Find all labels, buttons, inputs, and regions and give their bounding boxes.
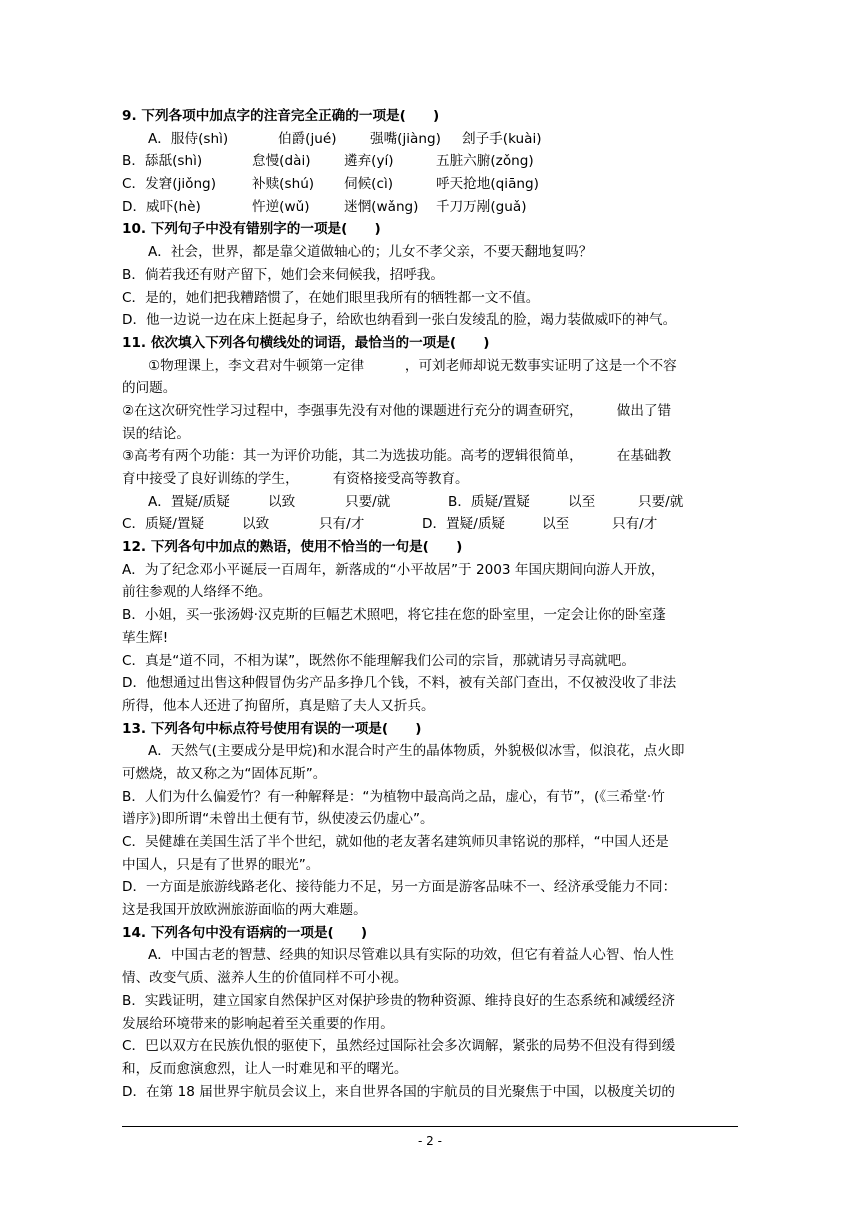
text-line: A．天然气(主要成分是甲烷)和水混合时产生的晶体物质，外貌极似冰雪，似浪花，点火即 <box>148 743 685 760</box>
page-number: - 2 - <box>418 1134 442 1148</box>
option-item: 以至 <box>568 493 596 510</box>
option-item: 以至 <box>542 516 570 533</box>
text-line: D．他想通过出售这种假冒伪劣产品多挣几个钱，不料，被有关部门查出，不仅被没收了非法 <box>122 675 677 692</box>
option-item: 五脏六腑(zǒng) <box>436 153 534 170</box>
text-line: C．真是“道不同，不相为谋”，既然你不能理解我们公司的宗旨，那就请另寻高就吧。 <box>122 652 635 669</box>
text-line: 谱序》)即所谓“未曾出土便有节，纵使凌云仍虚心”。 <box>122 811 434 828</box>
option-item: 强嘴(jiàng) <box>370 130 441 147</box>
footer-rule <box>122 1126 738 1127</box>
option-item: 只要/就 <box>345 493 391 510</box>
text-line: 的问题。 <box>122 380 177 397</box>
text-line: B．小姐，买一张汤姆·汉克斯的巨幅艺术照吧，将它挂在您的卧室里，一定会让你的卧室蓬 <box>122 607 666 624</box>
text-line: B．实践证明，建立国家自然保护区对保护珍贵的物种资源、维持良好的生态系统和减缓经济 <box>122 992 676 1009</box>
text-line: 育中接受了良好训练的学生， 有资格接受高等教育。 <box>122 471 469 487</box>
text-line: 这是我国开放欧洲旅游面临的两大难题。 <box>122 902 367 919</box>
text-line: C．吴健雄在美国生活了半个世纪，就如他的老友著名建筑师贝聿铭说的那样，“中国人还是 <box>122 834 669 850</box>
option-item: 忤逆(wǔ) <box>252 198 310 215</box>
option-item: 只要/就 <box>638 493 684 510</box>
question-stem: 12. 下列各句中加点的熟语，使用不恰当的一句是( ) <box>122 539 463 556</box>
option-item: A．服侍(shì) <box>148 130 229 147</box>
text-line: ①物理课上，李文君对牛顿第一定律 ，可刘老师却说无数事实证明了这是一个不容 <box>148 357 677 374</box>
question-stem: 9. 下列各项中加点字的注音完全正确的一项是( ) <box>122 108 440 124</box>
option-item: 只有/才 <box>319 516 365 533</box>
option-item: 呼天抢地(qiāng) <box>436 176 539 193</box>
text-line: ③高考有两个功能：其一为评价功能，其二为选拔功能。高考的逻辑很简单， 在基础教 <box>122 448 672 465</box>
text-line: D．在第 18 届世界宇航员会议上，来自世界各国的宇航员的目光聚焦于中国，以极度关切的 <box>122 1083 675 1100</box>
text-line: ②在这次研究性学习过程中，李强事先没有对他的课题进行充分的调查研究， 做出了错 <box>122 402 672 419</box>
text-line: B．倘若我还有财产留下，她们会来伺候我，招呼我。 <box>122 266 444 283</box>
option-item: 以致 <box>242 516 270 533</box>
option-item: C．发窘(jiǒng) <box>122 176 216 193</box>
text-line: A．社会，世界，都是靠父道做轴心的；儿女不孝父亲，不要天翻地复吗？ <box>148 244 593 261</box>
text-line: 前往参观的人络绎不绝。 <box>122 584 272 601</box>
text-line <box>122 128 742 151</box>
option-item: B．质疑/置疑 <box>448 493 530 510</box>
option-item: 遴弃(yí) <box>344 153 394 170</box>
text-line: 中国人，只是有了世界的眼光”。 <box>122 856 320 873</box>
text-line: A．为了纪念邓小平诞辰一百周年，新落成的“小平故居”于 2003 年国庆期间向游人开放， <box>122 561 665 578</box>
option-item: 补赎(shú) <box>252 176 315 193</box>
text-line: 情、改变气质、滋养人生的价值同样不可小视。 <box>122 970 408 987</box>
text-line: 误的结论。 <box>122 425 190 442</box>
option-item: 伯爵(jué) <box>278 130 337 147</box>
text-line: D．一方面是旅游线路老化、接待能力不足，另一方面是游客品味不一、经济承受能力不同： <box>122 879 677 896</box>
text-line: C．是的，她们把我糟踏惯了，在她们眼里我所有的牺牲都一文不值。 <box>122 289 540 306</box>
text-line <box>122 196 742 219</box>
option-item: 以致 <box>268 493 296 510</box>
option-item: 迷惘(wǎng) <box>344 198 419 215</box>
text-line: D．他一边说一边在床上挺起身子，给欧也纳看到一张白发绫乱的脸，竭力装做威吓的神气。 <box>122 312 677 329</box>
text-line <box>122 513 742 536</box>
question-stem: 10. 下列句子中没有错别字的一项是( ) <box>122 221 381 238</box>
option-item: D．置疑/质疑 <box>422 516 506 533</box>
text-line: A．中国古老的智慧、经典的知识尽管难以具有实际的功效，但它有着益人心智、怡人性 <box>148 947 674 964</box>
option-item: 只有/才 <box>612 516 658 533</box>
option-item: A．置疑/质疑 <box>148 493 230 510</box>
option-item: 伺候(cì) <box>344 176 394 193</box>
option-item: 千刀万剐(guǎ) <box>436 198 527 215</box>
text-line <box>122 150 742 173</box>
question-stem: 14. 下列各句中没有语病的一项是( ) <box>122 924 368 941</box>
option-item: 刽子手(kuài) <box>462 130 542 147</box>
option-item: 怠慢(dài) <box>252 153 311 170</box>
text-line: 可燃烧，故又称之为“固体瓦斯”。 <box>122 765 327 782</box>
question-stem: 13. 下列各句中标点符号使用有误的一项是( ) <box>122 720 422 737</box>
text-line: 荜生辉! <box>122 629 169 646</box>
text-line: B．人们为什么偏爱竹？有一种解释是：“为植物中最高尚之品，虚心，有节”，(《三希堂·竹 <box>122 788 665 805</box>
option-item: B．舔舐(shì) <box>122 153 203 170</box>
text-line <box>122 491 742 514</box>
text-line: 所得，他本人还进了拘留所，真是赔了夫人又折兵。 <box>122 697 435 714</box>
text-line <box>122 173 742 196</box>
text-line: C．巴以双方在民族仇恨的驱使下，虽然经过国际社会多次调解，紧张的局势不但没有得到缓 <box>122 1038 676 1055</box>
option-item: C．质疑/置疑 <box>122 516 205 533</box>
question-stem: 11. 依次填入下列各句横线处的词语，最恰当的一项是( ) <box>122 334 490 351</box>
option-item: D．威吓(hè) <box>122 198 201 215</box>
text-line: 和，反而愈演愈烈，让人一时难见和平的曙光。 <box>122 1060 408 1077</box>
question-content <box>122 105 742 1103</box>
text-line: 发展给环境带来的影响起着至关重要的作用。 <box>122 1015 394 1032</box>
